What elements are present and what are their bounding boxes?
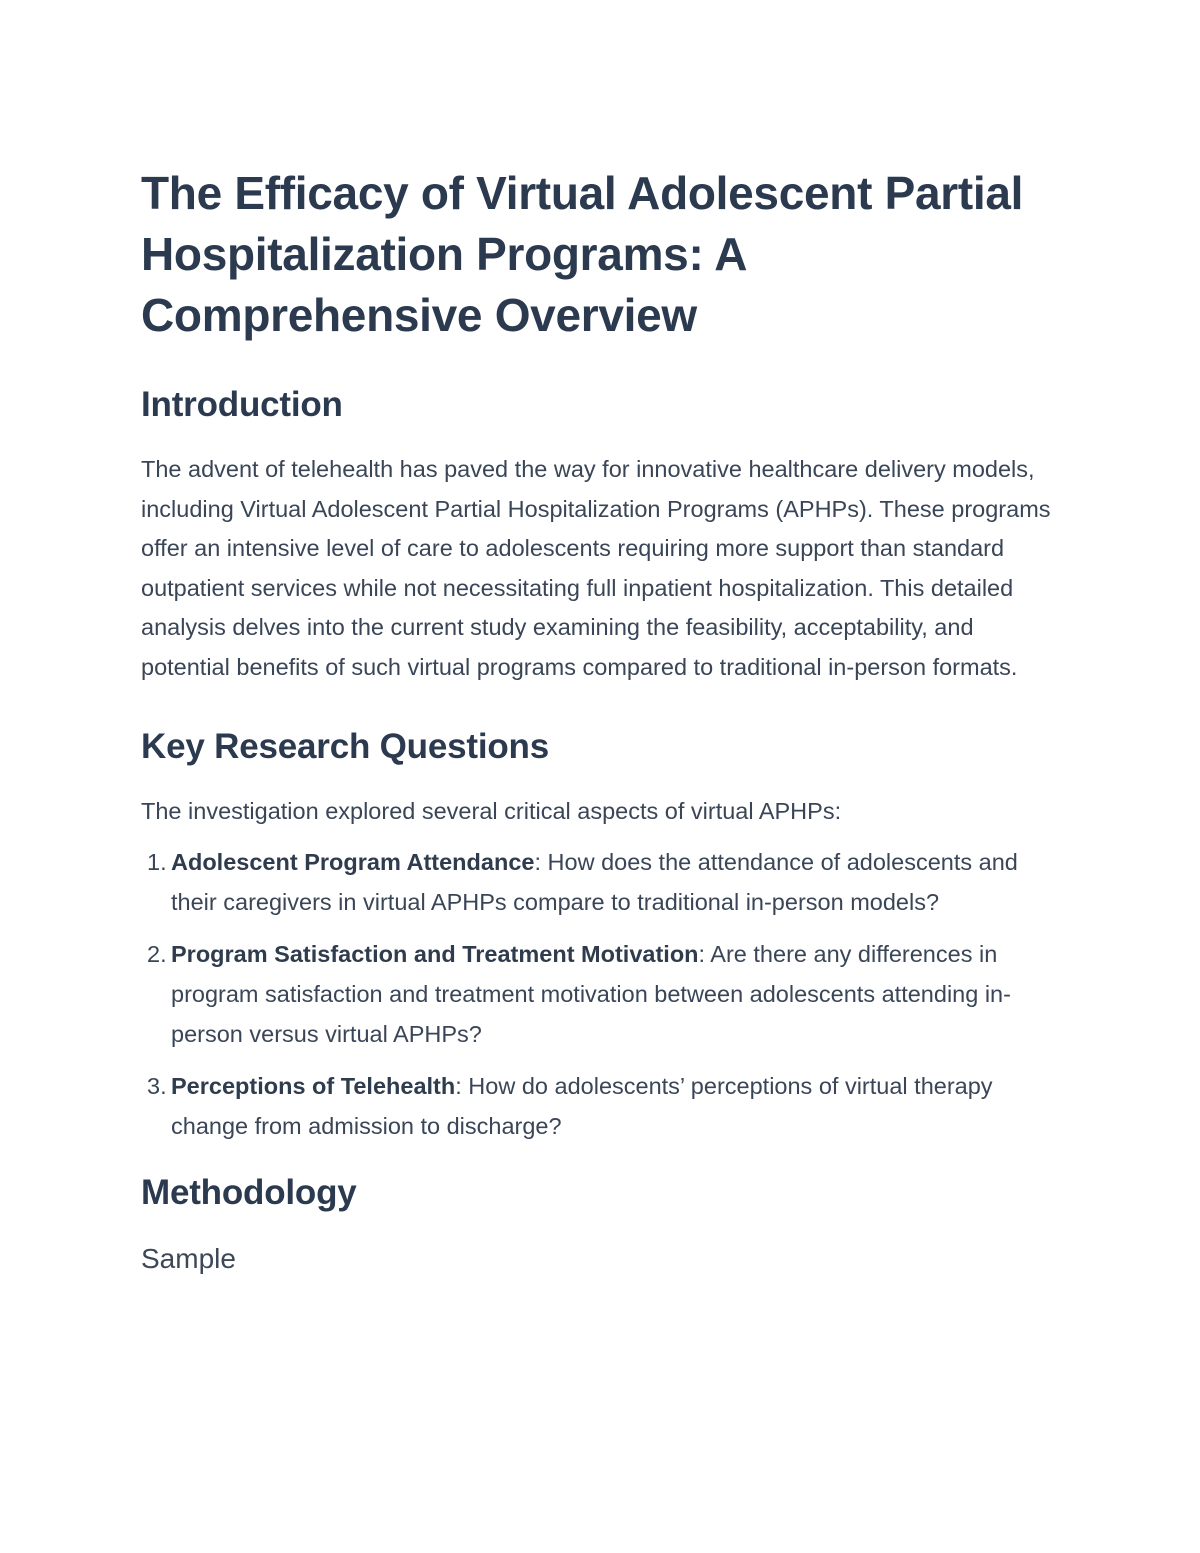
list-item-number: 1. xyxy=(147,849,167,876)
methodology-heading: Methodology xyxy=(141,1173,357,1213)
research-questions-list xyxy=(141,843,1056,1146)
list-item xyxy=(141,1067,1056,1146)
list-item xyxy=(141,935,1056,1054)
key-research-questions-lead: The investigation explored several critical aspects of virtual APHPs: xyxy=(141,797,842,824)
list-item-label: Program Satisfaction and Treatment Motivation xyxy=(171,941,699,968)
sample-subheading: Sample xyxy=(141,1243,236,1275)
list-item xyxy=(141,843,1056,922)
list-item-text: : Are there any differences in program satisfaction and treatment motivation between adolescents attending in-person versus virtual APHPs? xyxy=(171,941,1011,1047)
key-research-questions-heading: Key Research Questions xyxy=(141,726,549,766)
list-item-label: Perceptions of Telehealth xyxy=(171,1073,456,1100)
list-item-number: 3. xyxy=(147,1073,167,1100)
introduction-paragraph: The advent of telehealth has paved the way for innovative healthcare delivery models, including Virtual Adolescent Partial Hospitalization Programs (APHPs). These programs offer an intensive level of care to adolescents requiring more support than standard outpatient services while not necessitating full inpatient hospitalization. This detailed analysis delves into the current study examining the feasibility, acceptability, and potential benefits of such virtual programs compared to traditional in-person formats. xyxy=(141,456,1051,680)
document-title: The Efficacy of Virtual Adolescent Partial Hospitalization Programs: A Comprehensive Overview xyxy=(141,167,1024,341)
document-page xyxy=(141,163,1056,1278)
introduction-heading: Introduction xyxy=(141,385,343,424)
list-item-text: : How do adolescents’ perceptions of virtual therapy change from admission to discharge? xyxy=(171,1073,993,1139)
list-item-number: 2. xyxy=(147,941,167,968)
list-item-text: : How does the attendance of adolescents and their caregivers in virtual APHPs compare to traditional in-person models? xyxy=(171,849,1018,915)
list-item-label: Adolescent Program Attendance xyxy=(171,849,535,876)
